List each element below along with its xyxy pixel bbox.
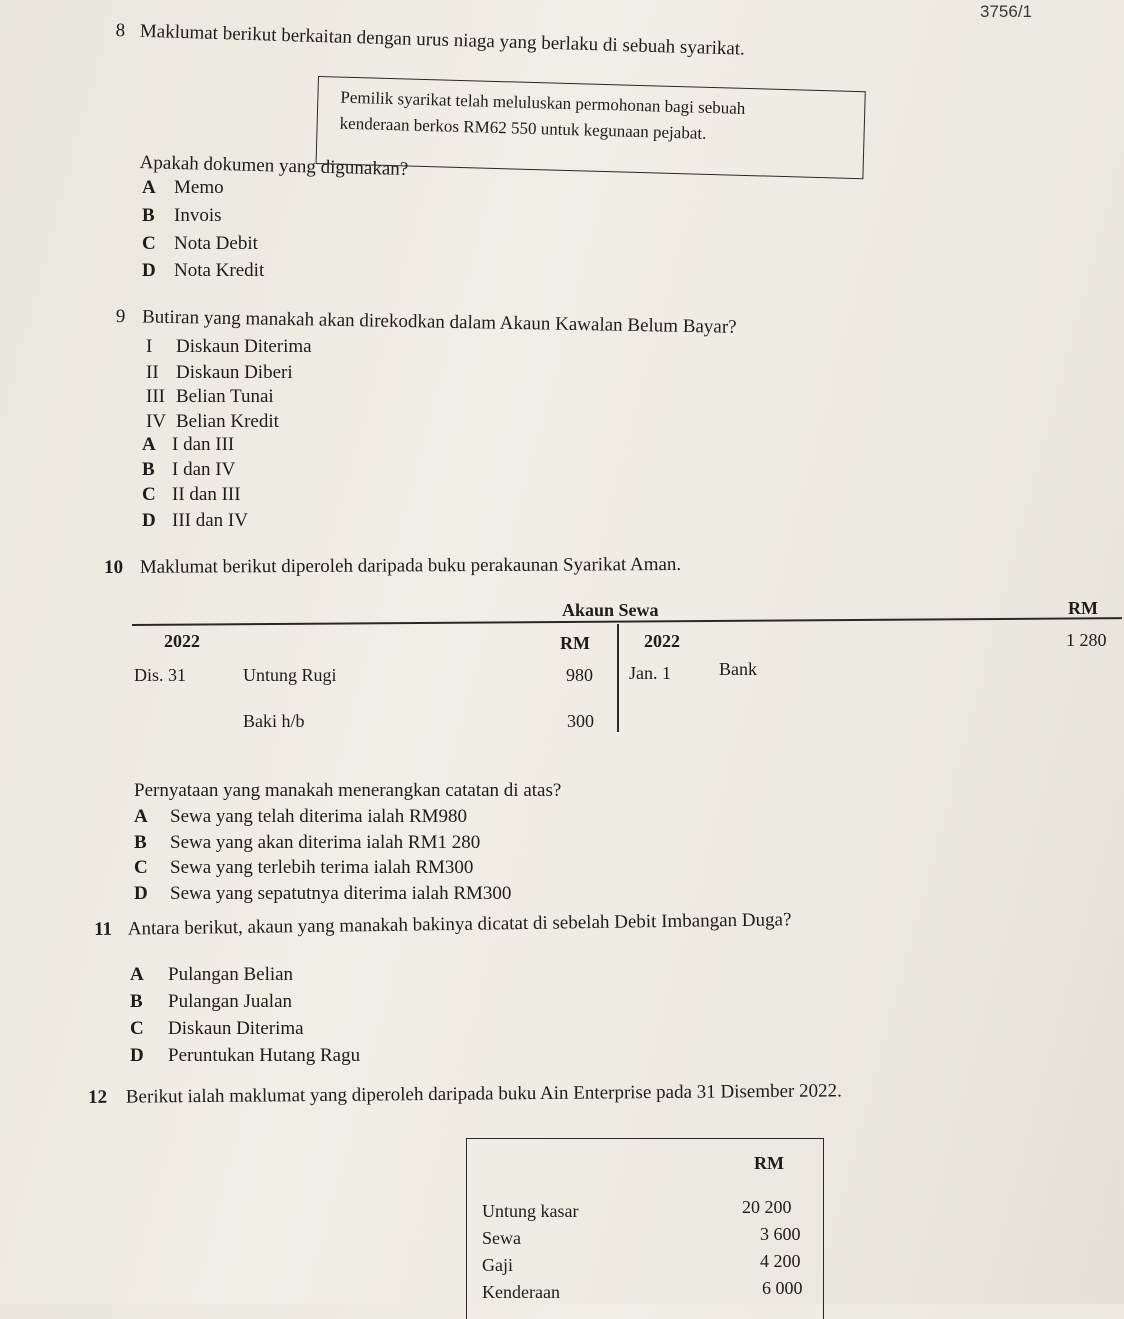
- q11-stem-line: [94, 909, 792, 941]
- right-row-1-amount: 1 280: [1066, 630, 1107, 650]
- right-rm-header: RM: [1068, 598, 1098, 618]
- right-row-1-date: Jan. 1: [629, 663, 671, 683]
- q8-box-line-2: kenderaan berkos RM62 550 untuk kegunaan pejabat.: [339, 113, 707, 143]
- left-row-2-amount: 300: [567, 711, 594, 731]
- q9-option-b[interactable]: B I dan IV: [142, 459, 236, 480]
- q8-option-a[interactable]: A Memo: [142, 177, 224, 198]
- q10-number: 10: [104, 556, 124, 578]
- q12-row-2-label: Sewa: [482, 1228, 521, 1248]
- q12-row-2-amount: 3 600: [760, 1224, 801, 1244]
- account-title: Akaun Sewa: [562, 600, 659, 620]
- q11-option-a[interactable]: A Pulangan Belian: [130, 964, 294, 985]
- right-year: 2022: [644, 631, 680, 651]
- q8-stem-line: [115, 20, 745, 61]
- q10-option-a[interactable]: A Sewa yang telah diterima ialah RM980: [134, 806, 468, 827]
- q9-item-i: I Diskaun Diterima: [146, 336, 312, 357]
- q11-option-d[interactable]: D Peruntukan Hutang Ragu: [130, 1045, 361, 1066]
- page-number: 3756/1: [980, 2, 1032, 21]
- q12-row-1-amount: 20 200: [742, 1197, 792, 1217]
- q12-stem: Berikut ialah maklumat yang diperoleh daripada buku Ain Enterprise pada 31 Disember 2022.: [125, 1080, 842, 1108]
- left-year: 2022: [164, 631, 200, 651]
- q12-row-4-label: Kenderaan: [482, 1282, 560, 1302]
- q12-rm-header: RM: [754, 1153, 784, 1173]
- q10-option-c[interactable]: C Sewa yang terlebih terima ialah RM300: [134, 857, 474, 878]
- right-row-1-desc: Bank: [719, 659, 757, 679]
- account-center-rule: [617, 624, 619, 732]
- q8-box-line-1: Pemilik syarikat telah meluluskan permohonan bagi sebuah: [340, 87, 746, 118]
- q11-option-c[interactable]: C Diskaun Diterima: [130, 1018, 304, 1039]
- q9-stem-line: [116, 306, 737, 339]
- q9-number: 9: [115, 306, 126, 328]
- q11-stem: Antara berikut, akaun yang manakah bakinya dicatat di sebelah Debit Imbangan Duga?: [127, 909, 792, 940]
- q8-option-d[interactable]: D Nota Kredit: [142, 260, 265, 281]
- q9-stem: Butiran yang manakah akan direkodkan dalam Akaun Kawalan Belum Bayar?: [141, 306, 737, 338]
- q10-option-b[interactable]: B Sewa yang akan diterima ialah RM1 280: [134, 832, 481, 853]
- q12-stem-line: [88, 1080, 842, 1109]
- q12-row-4-amount: 6 000: [762, 1278, 803, 1298]
- left-row-1-date: Dis. 31: [134, 665, 187, 685]
- q9-item-iv: IV Belian Kredit: [146, 411, 279, 432]
- q11-number: 11: [94, 918, 113, 940]
- q10-question: Pernyataan yang manakah menerangkan catatan di atas?: [134, 780, 562, 801]
- q8-option-c[interactable]: C Nota Debit: [142, 233, 258, 254]
- q9-item-iii: III Belian Tunai: [146, 386, 274, 407]
- q12-row-3-label: Gaji: [482, 1255, 513, 1275]
- left-row-2-desc: Baki h/b: [243, 711, 305, 731]
- q11-option-b[interactable]: B Pulangan Jualan: [130, 991, 293, 1012]
- q9-item-ii: II Diskaun Diberi: [146, 362, 293, 383]
- q12-number: 12: [88, 1086, 108, 1108]
- q8-number: 8: [115, 20, 126, 42]
- q10-stem: Maklumat berikut diperoleh daripada buku perakaunan Syarikat Aman.: [139, 553, 682, 578]
- q9-option-a[interactable]: A I dan III: [142, 434, 235, 455]
- q9-option-d[interactable]: D III dan IV: [142, 510, 248, 531]
- q8-question: Apakah dokumen yang digunakan?: [139, 152, 409, 181]
- q8-stem: Maklumat berikut berkaitan dengan urus niaga yang berlaku di sebuah syarikat.: [139, 20, 746, 60]
- q10-stem-line: [104, 554, 681, 579]
- q9-option-c[interactable]: C II dan III: [142, 484, 241, 505]
- q12-row-1-label: Untung kasar: [482, 1201, 579, 1221]
- left-row-1-amount: 980: [566, 665, 593, 685]
- q10-option-d[interactable]: D Sewa yang sepatutnya diterima ialah RM300: [134, 883, 512, 904]
- q12-row-3-amount: 4 200: [760, 1251, 801, 1271]
- left-row-1-desc: Untung Rugi: [243, 665, 337, 685]
- q8-option-b[interactable]: B Invois: [142, 205, 222, 226]
- left-rm-header: RM: [560, 633, 590, 653]
